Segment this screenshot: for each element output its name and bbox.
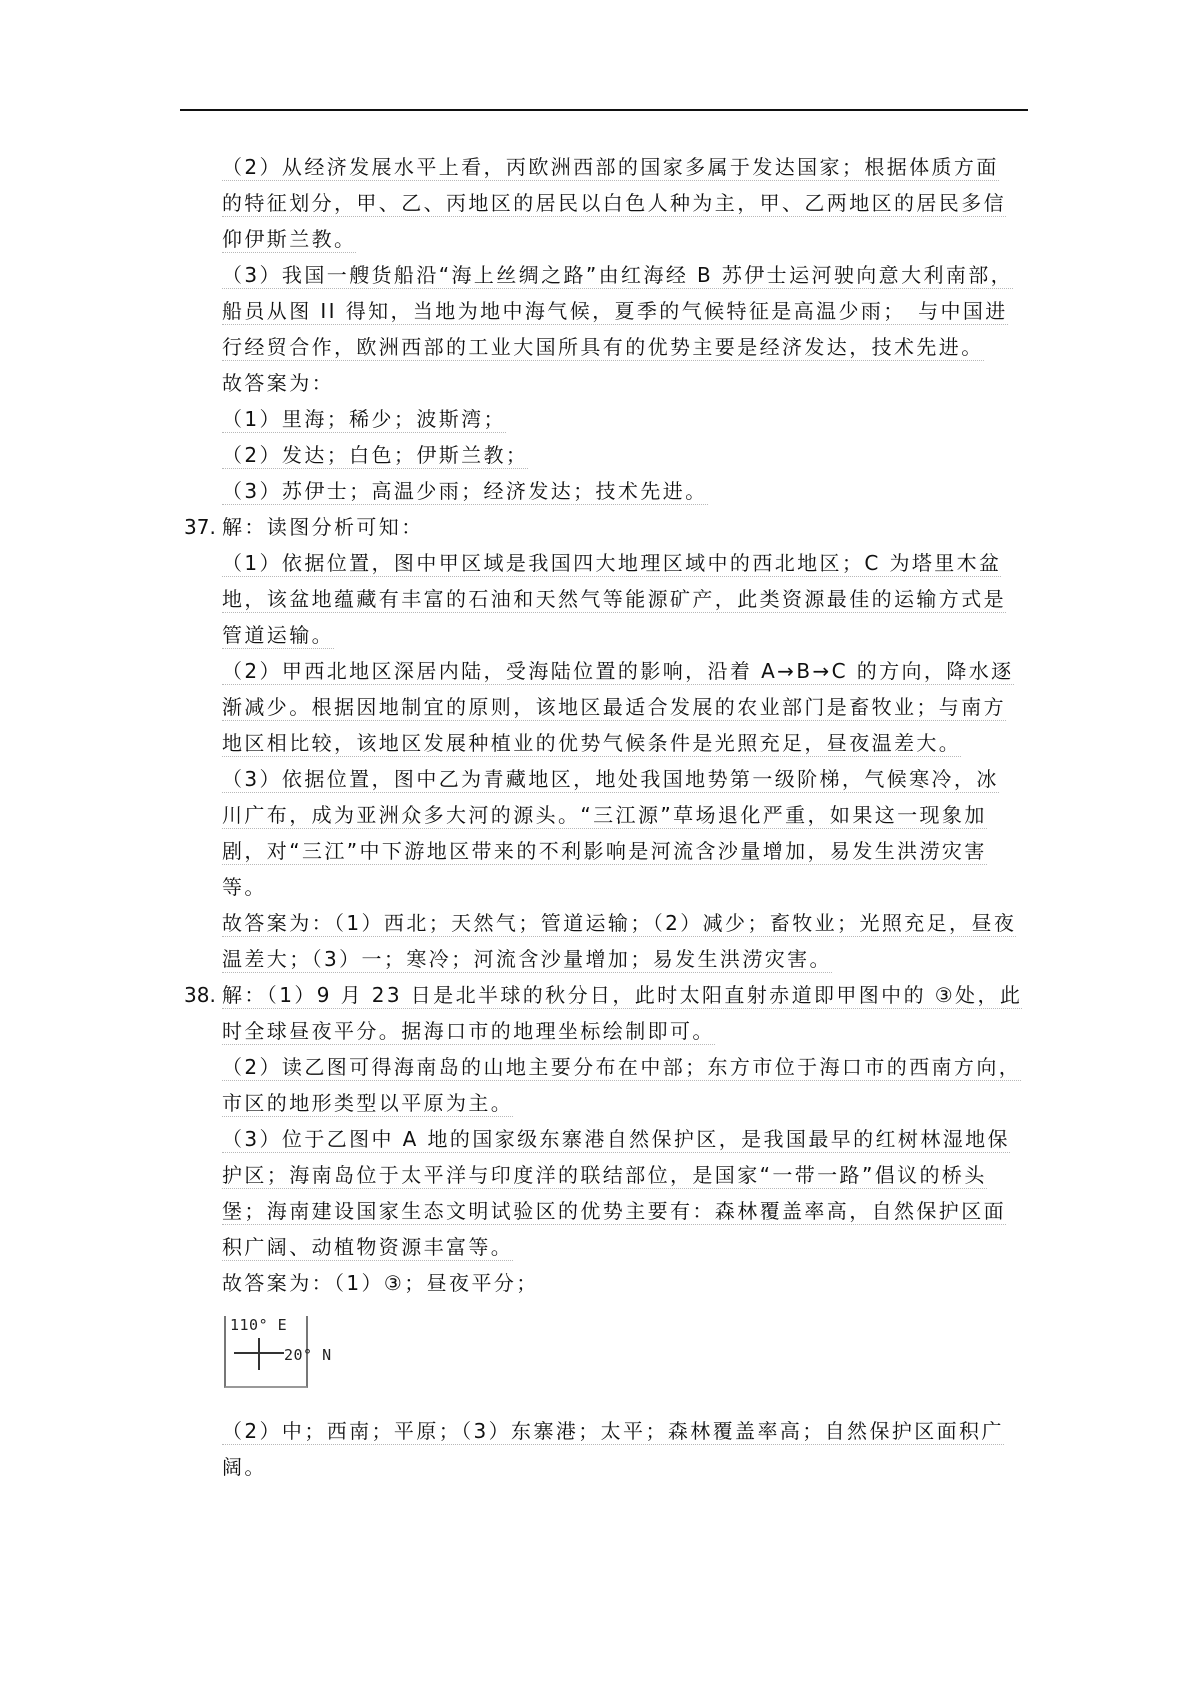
text-line: 剧，对“三江”中下游地区带来的不利影响是河流含沙量增加，易发生洪涝灾害 xyxy=(222,839,987,863)
text-line: 管道运输。 xyxy=(222,623,334,647)
text-line: 地，该盆地蕴藏有丰富的石油和天然气等能源矿产，此类资源最佳的运输方式是 xyxy=(222,587,1006,611)
text-line: 川广布，成为亚洲众多大河的源头。“三江源”草场退化严重，如果这一现象加 xyxy=(222,803,987,827)
text-line: 的特征划分，甲、乙、丙地区的居民以白色人种为主，甲、乙两地区的居民多信 xyxy=(222,191,1006,215)
longitude-label: 110° E xyxy=(230,1316,288,1334)
text-line: 阔。 xyxy=(222,1455,267,1479)
text-line: （2）读乙图可得海南岛的山地主要分布在中部；东方市位于海口市的西南方向， xyxy=(222,1055,1022,1079)
text-line: 积广阔、动植物资源丰富等。 xyxy=(222,1235,514,1259)
text-line: 故答案为： xyxy=(222,371,334,395)
text-line: 解：（1）9 月 23 日是北半球的秋分日，此时太阳直射赤道即甲图中的 ③处，此 xyxy=(222,983,1023,1007)
text-line: 渐减少。根据因地制宜的原则，该地区最适合发展的农业部门是畜牧业；与南方 xyxy=(222,695,1006,719)
text-line: 市区的地形类型以平原为主。 xyxy=(222,1091,514,1115)
latitude-label: 20° N xyxy=(284,1346,332,1364)
text-line: （2）从经济发展水平上看，丙欧洲西部的国家多属于发达国家；根据体质方面 xyxy=(222,155,999,179)
text-line: （3）苏伊士；高温少雨；经济发达；技术先进。 xyxy=(222,479,708,503)
text-line: 温差大；（3）一；寒冷；河流含沙量增加；易发生洪涝灾害。 xyxy=(222,947,832,971)
text-line: （2）甲西北地区深居内陆，受海陆位置的影响，沿着 A→B→C 的方向，降水逐 xyxy=(222,659,1014,683)
question-number: 38. xyxy=(184,983,216,1007)
text-line: 故答案为：（1）③；昼夜平分； xyxy=(222,1271,539,1295)
coordinate-figure xyxy=(222,1312,342,1390)
text-line: 时全球昼夜平分。据海口市的地理坐标绘制即可。 xyxy=(222,1019,715,1043)
text-line: 护区；海南岛位于太平洋与印度洋的联结部位，是国家“一带一路”倡议的桥头 xyxy=(222,1163,987,1187)
text-line: 地区相比较，该地区发展种植业的优势气候条件是光照充足，昼夜温差大。 xyxy=(222,731,962,755)
text-line: （3）我国一艘货船沿“海上丝绸之路”由红海经 B 苏伊士运河驶向意大利南部， xyxy=(222,263,1014,287)
text-line: 等。 xyxy=(222,875,267,899)
text-line: 仰伊斯兰教。 xyxy=(222,227,357,251)
text-line: （1）依据位置，图中甲区域是我国四大地理区域中的西北地区；C 为塔里木盆 xyxy=(222,551,1002,575)
text-line: （2）发达；白色；伊斯兰教； xyxy=(222,443,529,467)
text-line: 解：读图分析可知： xyxy=(222,515,424,539)
text-line: （1）里海；稀少；波斯湾； xyxy=(222,407,506,431)
text-line: （3）依据位置，图中乙为青藏地区，地处我国地势第一级阶梯，气候寒冷，冰 xyxy=(222,767,999,791)
text-line: 船员从图 II 得知，当地为地中海气候，夏季的气候特征是高温少雨； 与中国进 xyxy=(222,299,1008,323)
text-line: 故答案为：（1）西北；天然气；管道运输；（2）减少；畜牧业；光照充足，昼夜 xyxy=(222,911,1017,935)
header-rule xyxy=(180,109,1028,111)
text-line: （2）中；西南；平原；（3）东寨港；太平；森林覆盖率高；自然保护区面积广 xyxy=(222,1419,1004,1443)
text-line: （3）位于乙图中 A 地的国家级东寨港自然保护区，是我国最早的红树林湿地保 xyxy=(222,1127,1010,1151)
text-line: 行经贸合作，欧洲西部的工业大国所具有的优势主要是经济发达，技术先进。 xyxy=(222,335,984,359)
text-line: 堡；海南建设国家生态文明试验区的优势主要有：森林覆盖率高，自然保护区面 xyxy=(222,1199,1006,1223)
question-number: 37. xyxy=(184,515,216,539)
longitude-line xyxy=(258,1338,260,1370)
